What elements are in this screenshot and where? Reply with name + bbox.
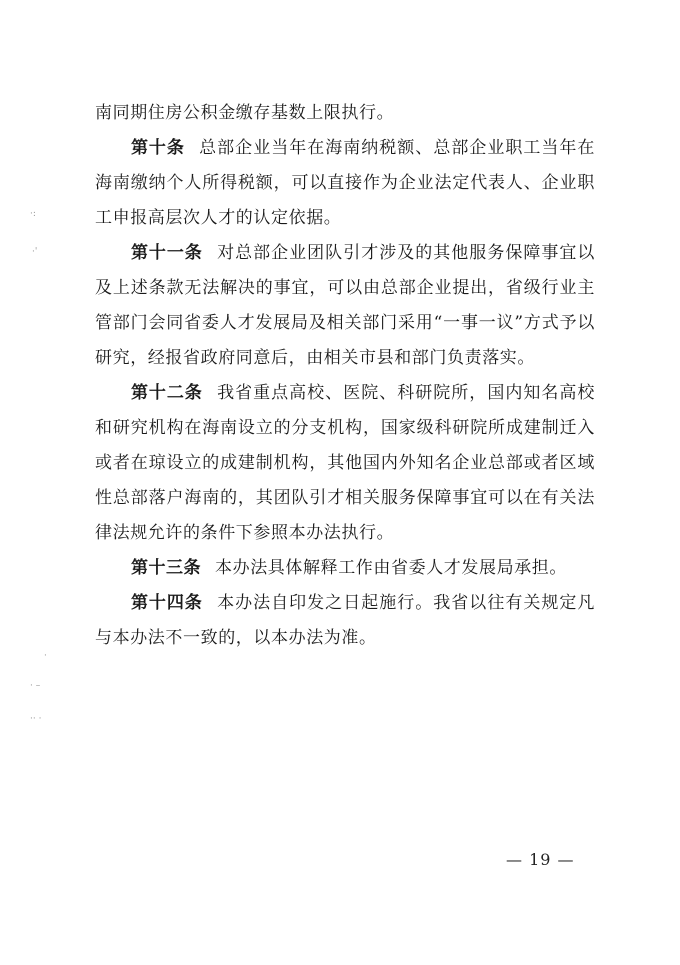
article-text: 本办法自印发之日起施行。我省以往有关规定凡与本办法不一致的，以本办法为准。 [95, 593, 595, 648]
article-text: 本办法具体解释工作由省委人才发展局承担。 [215, 558, 567, 578]
article-12 [95, 376, 595, 551]
scan-speck: ·· · [30, 714, 42, 724]
article-text: 我省重点高校、医院、科研院所，国内知名高校和研究机构在海南设立的分支机构，国家级科研院所成建制迁入或者在琼设立的成建制机构，其他国内外知名企业总部或者区域性总部落户海南的，其团队引才相关服务保障事宜可以在有关法律法规允许的条件下参照本办法执行。 [95, 383, 595, 543]
scan-speck: ·: [30, 209, 36, 219]
article-10 [95, 131, 595, 236]
article-text: 对总部企业团队引才涉及的其他服务保障事宜以及上述条款无法解决的事宜，可以由总部企业提出，省级行业主管部门会同省委人才发展局及相关部门采用“一事一议”方式予以研究，经报省政府同意后，由相关市县和部门负责落实。 [95, 243, 595, 368]
article-13 [95, 551, 595, 586]
article-14 [95, 586, 595, 656]
scan-speck: · – [30, 681, 41, 691]
article-label: 第十条 [131, 138, 185, 158]
scan-speck: ·' [32, 247, 38, 257]
article-label: 第十二条 [131, 383, 203, 403]
article-text: 总部企业当年在海南纳税额、总部企业职工当年在海南缴纳个人所得税额，可以直接作为企业法定代表人、企业职工申报高层次人才的认定依据。 [95, 138, 596, 228]
continued-paragraph: 南同期住房公积金缴存基数上限执行。 [95, 103, 395, 123]
page-number: — 19 — [506, 850, 575, 869]
document-body [95, 96, 595, 656]
scan-speck: · [44, 651, 47, 661]
article-label: 第十三条 [131, 558, 201, 578]
article-label: 第十一条 [131, 243, 203, 263]
article-11 [95, 236, 595, 376]
article-label: 第十四条 [131, 593, 203, 613]
